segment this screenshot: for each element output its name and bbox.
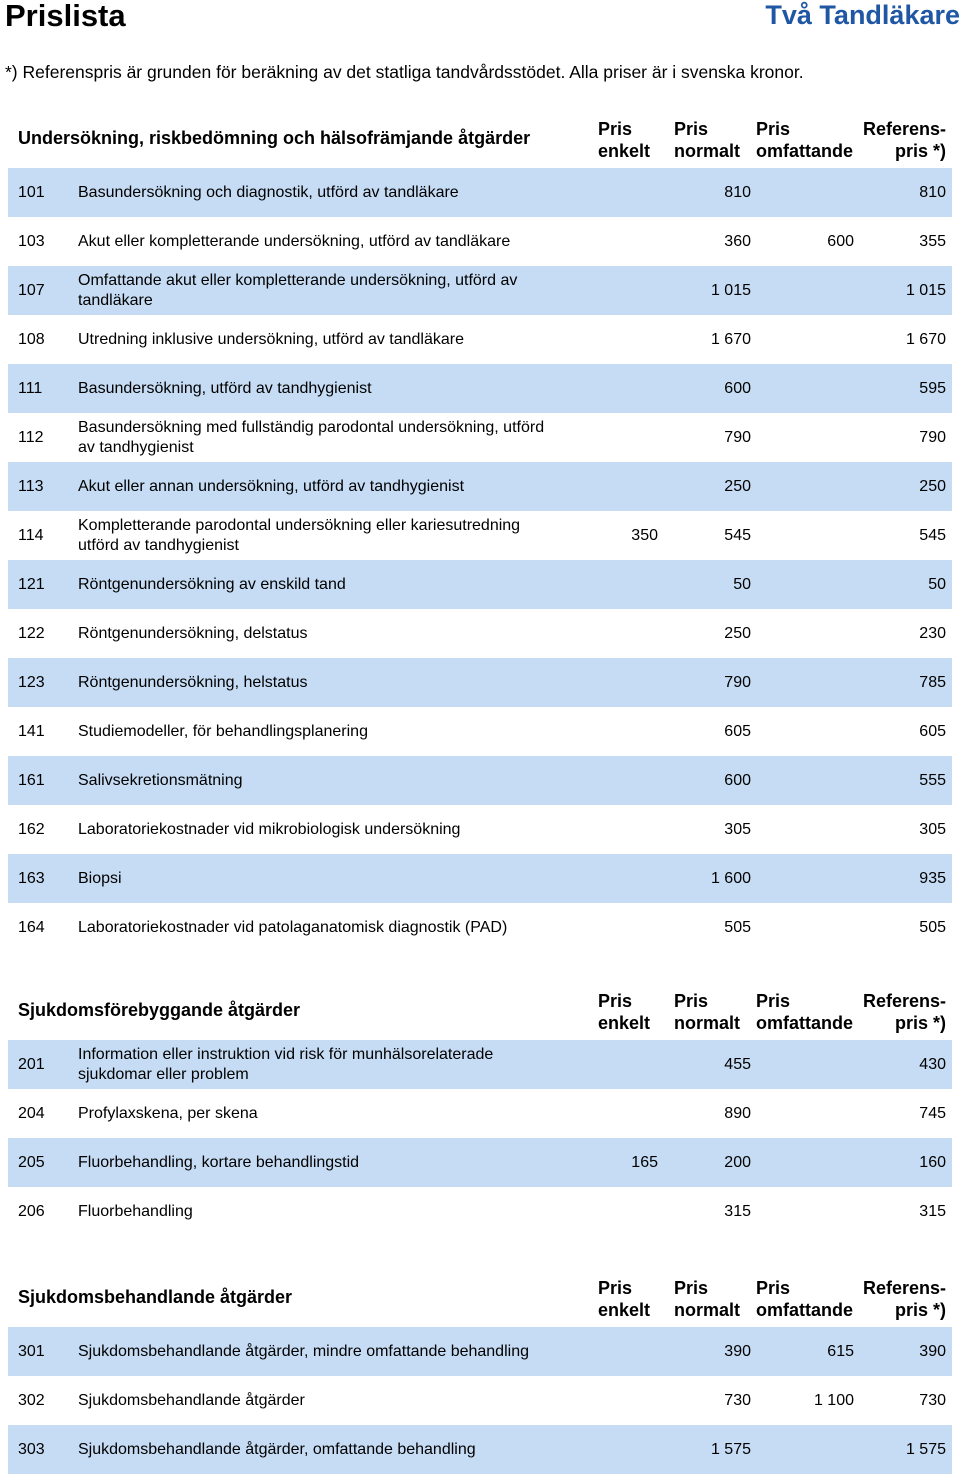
price-normalt: 505 bbox=[724, 918, 751, 936]
price-normalt: 360 bbox=[724, 232, 751, 250]
column-header-line: Pris bbox=[598, 119, 633, 139]
table-row bbox=[8, 1376, 952, 1425]
price-section bbox=[8, 1277, 952, 1474]
section-header bbox=[8, 1277, 952, 1327]
reference-price: 730 bbox=[919, 1391, 946, 1409]
table-row bbox=[8, 511, 952, 560]
reference-price: 790 bbox=[919, 428, 946, 446]
column-header-line: normalt bbox=[674, 141, 741, 161]
section-header bbox=[8, 118, 952, 168]
table-row bbox=[8, 1138, 952, 1187]
reference-price: 810 bbox=[919, 183, 946, 201]
section-header bbox=[8, 990, 952, 1040]
reference-price: 1 015 bbox=[905, 281, 946, 299]
price-normalt: 1 575 bbox=[710, 1440, 751, 1458]
column-header-line: Pris bbox=[756, 991, 791, 1011]
price-normalt: 1 015 bbox=[710, 281, 751, 299]
row-description: Kompletterande parodontal undersökning eller kariesutredning utförd av tandhygienist bbox=[78, 516, 521, 554]
column-header-line: Pris bbox=[598, 1278, 633, 1298]
row-code: 205 bbox=[18, 1153, 45, 1171]
column-header-line: Pris bbox=[674, 991, 709, 1011]
row-code: 301 bbox=[18, 1342, 45, 1360]
table-row bbox=[8, 266, 952, 315]
row-code: 101 bbox=[18, 183, 45, 201]
column-header-line: enkelt bbox=[598, 141, 651, 161]
price-normalt: 200 bbox=[724, 1153, 751, 1171]
table-row bbox=[8, 1187, 952, 1236]
row-description: Basundersökning och diagnostik, utförd av tandläkare bbox=[78, 183, 459, 201]
reference-price: 785 bbox=[919, 673, 946, 691]
table-row bbox=[8, 609, 952, 658]
row-code: 107 bbox=[18, 281, 45, 299]
section-title: Sjukdomsförebyggande åtgärder bbox=[18, 1000, 301, 1020]
column-header-omfattande bbox=[756, 1277, 853, 1321]
column-header-line: Pris bbox=[598, 991, 633, 1011]
row-code: 111 bbox=[18, 379, 43, 397]
row-description: Fluorbehandling, kortare behandlingstid bbox=[78, 1153, 360, 1171]
reference-price: 305 bbox=[919, 820, 946, 838]
price-normalt: 600 bbox=[724, 771, 751, 789]
reference-price: 935 bbox=[919, 869, 946, 887]
column-header-line: omfattande bbox=[756, 141, 854, 161]
table-row bbox=[8, 1425, 952, 1474]
row-description: Salivsekretionsmätning bbox=[78, 771, 243, 789]
price-section bbox=[8, 118, 952, 952]
row-code: 206 bbox=[18, 1202, 45, 1220]
column-header-line: Pris bbox=[674, 1278, 709, 1298]
price-normalt: 1 670 bbox=[710, 330, 751, 348]
price-normalt: 1 600 bbox=[710, 869, 751, 887]
price-normalt: 600 bbox=[724, 379, 751, 397]
reference-price: 230 bbox=[919, 624, 946, 642]
row-description: Fluorbehandling bbox=[78, 1202, 193, 1220]
brand-name: Två Tandläkare bbox=[765, 0, 960, 30]
reference-price: 1 575 bbox=[905, 1440, 946, 1458]
column-header-normalt bbox=[674, 118, 740, 162]
price-normalt: 810 bbox=[724, 183, 751, 201]
row-code: 123 bbox=[18, 673, 45, 691]
row-description: Biopsi bbox=[78, 869, 122, 887]
reference-price: 250 bbox=[919, 477, 946, 495]
row-description: Röntgenundersökning av enskild tand bbox=[78, 575, 346, 593]
row-description: Röntgenundersökning, helstatus bbox=[78, 673, 308, 691]
price-omfattande: 615 bbox=[827, 1342, 854, 1360]
price-normalt: 730 bbox=[724, 1391, 751, 1409]
column-header-referens bbox=[863, 1277, 946, 1321]
reference-price: 555 bbox=[919, 771, 946, 789]
price-normalt: 790 bbox=[724, 673, 751, 691]
table-row bbox=[8, 1089, 952, 1138]
reference-price: 505 bbox=[919, 918, 946, 936]
row-description: Profylaxskena, per skena bbox=[78, 1104, 258, 1122]
price-normalt: 250 bbox=[724, 477, 751, 495]
price-normalt: 50 bbox=[733, 575, 751, 593]
row-code: 162 bbox=[18, 820, 45, 838]
column-header-enkelt bbox=[598, 990, 650, 1034]
reference-price: 390 bbox=[919, 1342, 946, 1360]
reference-price: 315 bbox=[919, 1202, 946, 1220]
row-code: 112 bbox=[18, 428, 44, 446]
section-title: Sjukdomsbehandlande åtgärder bbox=[18, 1287, 293, 1307]
price-normalt: 315 bbox=[724, 1202, 751, 1220]
column-header-line: omfattande bbox=[756, 1013, 854, 1033]
section-title: Undersökning, riskbedömning och hälsofrämjande åtgärder bbox=[18, 128, 531, 148]
price-normalt: 545 bbox=[724, 526, 751, 544]
price-enkelt: 165 bbox=[631, 1153, 658, 1171]
row-code: 122 bbox=[18, 624, 45, 642]
reference-note: *) Referenspris är grunden för beräkning av det statliga tandvårdsstödet. Alla priser är i svenska kronor. bbox=[5, 62, 804, 82]
row-code: 161 bbox=[18, 771, 45, 789]
row-code: 114 bbox=[18, 526, 44, 544]
column-header-line: omfattande bbox=[756, 1300, 854, 1320]
column-header-normalt bbox=[674, 990, 740, 1034]
column-header-line: normalt bbox=[674, 1013, 741, 1033]
price-omfattande: 1 100 bbox=[813, 1391, 854, 1409]
row-description: Röntgenundersökning, delstatus bbox=[78, 624, 308, 642]
table-row bbox=[8, 707, 952, 756]
column-header-line: Pris bbox=[756, 119, 791, 139]
row-description: Sjukdomsbehandlande åtgärder, mindre omfattande behandling bbox=[78, 1342, 529, 1360]
column-header-line: normalt bbox=[674, 1300, 741, 1320]
table-row bbox=[8, 1040, 952, 1089]
price-normalt: 605 bbox=[724, 722, 751, 740]
page-title: Prislista bbox=[5, 0, 126, 33]
table-row bbox=[8, 217, 952, 266]
reference-price: 545 bbox=[919, 526, 946, 544]
table-row bbox=[8, 1327, 952, 1376]
column-header-referens bbox=[863, 118, 946, 162]
column-header-line: enkelt bbox=[598, 1013, 651, 1033]
price-normalt: 305 bbox=[724, 820, 751, 838]
row-description: Laboratoriekostnader vid patolaganatomisk diagnostik (PAD) bbox=[78, 918, 508, 936]
column-header-line: pris *) bbox=[894, 1300, 946, 1320]
reference-price: 160 bbox=[919, 1153, 946, 1171]
table-row bbox=[8, 903, 952, 952]
reference-price: 1 670 bbox=[905, 330, 946, 348]
table-row bbox=[8, 364, 952, 413]
row-code: 303 bbox=[18, 1440, 45, 1458]
column-header-omfattande bbox=[756, 118, 853, 162]
row-code: 204 bbox=[18, 1104, 45, 1122]
column-header-line: enkelt bbox=[598, 1300, 651, 1320]
row-code: 103 bbox=[18, 232, 45, 250]
table-row bbox=[8, 805, 952, 854]
table-row bbox=[8, 756, 952, 805]
table-row bbox=[8, 168, 952, 217]
column-header-normalt bbox=[674, 1277, 740, 1321]
row-description: Akut eller annan undersökning, utförd av tandhygienist bbox=[78, 477, 465, 495]
row-code: 108 bbox=[18, 330, 45, 348]
reference-price: 50 bbox=[928, 575, 946, 593]
price-normalt: 890 bbox=[724, 1104, 751, 1122]
reference-price: 430 bbox=[919, 1055, 946, 1073]
column-header-line: Pris bbox=[756, 1278, 791, 1298]
column-header-line: pris *) bbox=[894, 1013, 946, 1033]
price-normalt: 250 bbox=[724, 624, 751, 642]
row-code: 113 bbox=[18, 477, 44, 495]
price-normalt: 455 bbox=[724, 1055, 751, 1073]
price-normalt: 790 bbox=[724, 428, 751, 446]
price-normalt: 390 bbox=[724, 1342, 751, 1360]
column-header-line: Pris bbox=[674, 119, 709, 139]
row-description: Laboratoriekostnader vid mikrobiologisk undersökning bbox=[78, 820, 461, 838]
reference-price: 595 bbox=[919, 379, 946, 397]
column-header-enkelt bbox=[598, 118, 650, 162]
table-row bbox=[8, 462, 952, 511]
price-enkelt: 350 bbox=[631, 526, 658, 544]
column-header-line: pris *) bbox=[894, 141, 946, 161]
reference-price: 355 bbox=[919, 232, 946, 250]
column-header-line: Referens- bbox=[862, 1278, 946, 1298]
row-code: 164 bbox=[18, 918, 45, 936]
table-row bbox=[8, 854, 952, 903]
table-row bbox=[8, 413, 952, 462]
row-code: 201 bbox=[18, 1055, 45, 1073]
row-description: Akut eller kompletterande undersökning, utförd av tandläkare bbox=[78, 232, 511, 250]
table-row bbox=[8, 658, 952, 707]
price-section bbox=[8, 990, 952, 1236]
column-header-omfattande bbox=[756, 990, 853, 1034]
row-code: 163 bbox=[18, 869, 45, 887]
column-header-enkelt bbox=[598, 1277, 650, 1321]
row-description: Sjukdomsbehandlande åtgärder bbox=[78, 1391, 305, 1409]
reference-price: 745 bbox=[919, 1104, 946, 1122]
reference-price: 605 bbox=[919, 722, 946, 740]
row-code: 302 bbox=[18, 1391, 45, 1409]
table-row bbox=[8, 560, 952, 609]
column-header-referens bbox=[863, 990, 946, 1034]
row-code: 141 bbox=[18, 722, 45, 740]
row-description: Utredning inklusive undersökning, utförd av tandläkare bbox=[78, 330, 465, 348]
row-description: Studiemodeller, för behandlingsplanering bbox=[78, 722, 368, 740]
table-row bbox=[8, 315, 952, 364]
row-description: Basundersökning, utförd av tandhygienist bbox=[78, 379, 372, 397]
price-omfattande: 600 bbox=[827, 232, 854, 250]
row-description: Basundersökning med fullständig parodontal undersökning, utförd av tandhygienist bbox=[78, 418, 545, 456]
row-code: 121 bbox=[18, 575, 45, 593]
column-header-line: Referens- bbox=[862, 991, 946, 1011]
row-description: Information eller instruktion vid risk för munhälsorelaterade sjukdomar eller problem bbox=[78, 1045, 494, 1083]
row-description: Sjukdomsbehandlande åtgärder, omfattande behandling bbox=[78, 1440, 476, 1458]
column-header-line: Referens- bbox=[862, 119, 946, 139]
row-description: Omfattande akut eller kompletterande undersökning, utförd av tandläkare bbox=[78, 271, 518, 309]
